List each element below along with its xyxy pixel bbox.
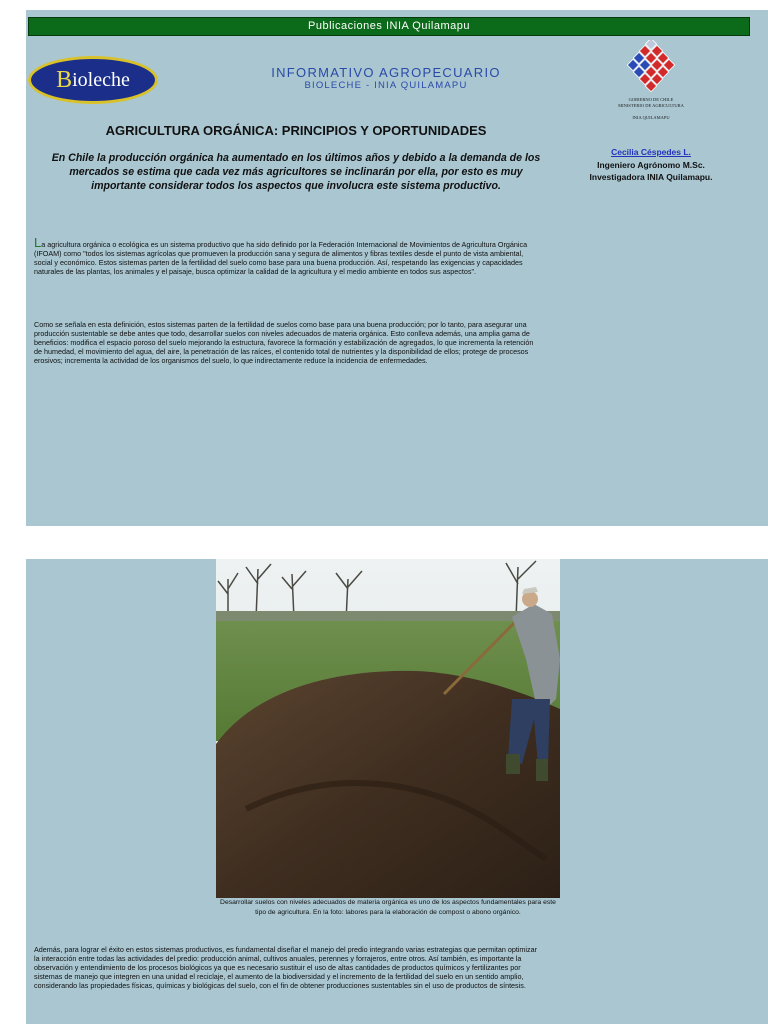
logo-text: ioleche bbox=[72, 68, 130, 91]
drop-cap: L bbox=[34, 235, 42, 250]
informativo-title: INFORMATIVO AGROPECUARIO bbox=[271, 65, 501, 80]
paragraph-2: Como se señala en esta definición, estos sistemas parten de la fertilidad de suelos como base para una buena producción; por lo tanto, para asegurar una producción sustentable se debe antes que todo, desarrollar suelos con niveles adecuados de materia orgánica. Esto conlleva además, una amplia gama de beneficios: modifica el espacio poroso del suelo mejorando la estructura, favorece la formación y estabilización de agregados, lo que incrementa la retención de humedad, el movimiento del agua, del aire, la penetración de las raíces, el contenido total de nutrientes y la disponibilidad de ellos; protege de procesos erosivos; incrementa la actividad de los organismos del suelo, lo que indirectamente reduce la incidencia de enfermedades. bbox=[34, 320, 534, 365]
publications-header-bar: Publicaciones INIA Quilamapu bbox=[28, 17, 750, 36]
author-organization: Investigadora INIA Quilamapu. bbox=[589, 172, 713, 182]
gobierno-chile-logo-icon bbox=[626, 40, 676, 92]
article-title: AGRICULTURA ORGÁNICA: PRINCIPIOS Y OPORTUNIDADES bbox=[105, 123, 487, 138]
paragraph-3: Además, para lograr el éxito en estos sistemas productivos, es fundamental diseñar el manejo del predio integrando varias estrategias que permitan optimizar la interacción entre todas las actividades del predio: producción animal, cultivos anuales, perennes y forrajeros, entre otros. Así también, es importante la observación y entendimiento de los procesos biológicos ya que es necesario sustituir el uso de altas cantidades de productos químicos y fertilizantes por sistemas de manejo que integren en una unidad el reciclaje, el aumento de la biodiversidad y el incremento de la fertilidad del suelo en un sentido amplio, considerando las propiedades físicas, químicas y biológicas del suelo, con el fin de obtener producciones sustentables sin el uso de productos de síntesis. bbox=[34, 945, 537, 990]
author-name-link[interactable]: Cecilia Céspedes L. bbox=[611, 147, 691, 157]
bioleche-logo bbox=[28, 56, 158, 104]
author-title: Ingeniero Agrónomo M.Sc. bbox=[597, 160, 705, 170]
gov-line: MINISTERIO DE AGRICULTURA bbox=[618, 103, 684, 108]
informativo-subtitle: BIOLECHE - INIA QUILAMAPU bbox=[304, 80, 468, 91]
paragraph-1-text: a agricultura orgánica o ecológica es un sistema productivo que ha sido definido por la Federación Internacional de Movimientos de Agricultura Orgánica (IFOAM) como "todos los sistemas agrícolas que promueven la producción sana y segura de alimentos y fibras textiles desde el punto de vista ambiental, social y económico. Estos sistemas parten de la fertilidad del suelo como base para una buena producción. Así, respetando las exigencias y capacidades naturales de las plantas, los animales y el paisaje, busca optimizar la calidad de la agricultura y el medio ambiente en todos sus aspectos". bbox=[34, 240, 528, 276]
article-subtitle: En Chile la producción orgánica ha aumentado en los últimos años y debido a la demanda de los mercados se estima que cada vez más agricultores se inclinarán por ella, por esto es muy importante considerar todos los aspectos que involucra este sistema productivo. bbox=[51, 152, 541, 192]
gov-line: GOBIERNO DE CHILE bbox=[628, 97, 674, 102]
paragraph-1 bbox=[34, 235, 539, 276]
page-1 bbox=[26, 10, 768, 526]
gobierno-chile-text bbox=[601, 97, 701, 121]
page-2 bbox=[26, 559, 768, 1024]
gov-line: INIA QUILAMAPU bbox=[632, 115, 670, 120]
compost-photo bbox=[216, 559, 560, 898]
photo-caption: Desarrollar suelos con niveles adecuados de materia orgánica es uno de los aspectos fundamentales para este tipo de agricultura. En la foto: labores para la elaboración de compost o abono orgánico. bbox=[220, 899, 556, 916]
logo-initial: B bbox=[56, 66, 73, 93]
